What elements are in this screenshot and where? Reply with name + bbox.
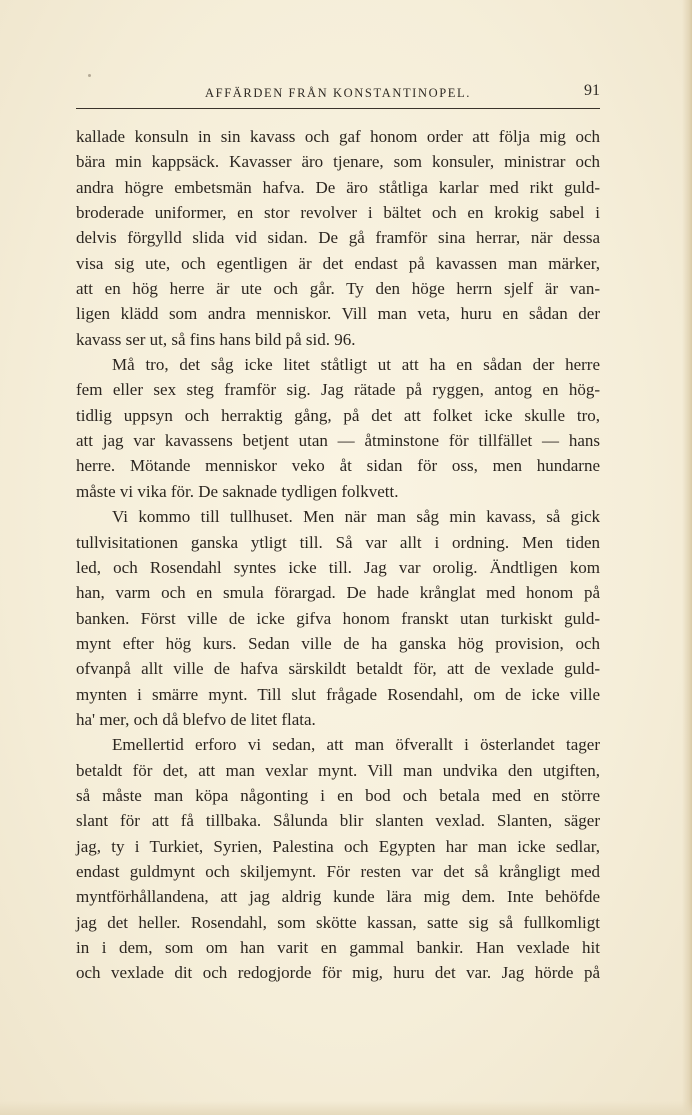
text-line: kavass ser ut, så fins hans bild på sid. 96. xyxy=(76,329,356,349)
page-edge-right xyxy=(682,0,692,1115)
text-line: Emellertid erforo vi sedan, att man öfverallt i österlandet tager xyxy=(112,735,600,755)
body-text xyxy=(76,124,600,986)
text-line: herre. Mötande menniskor veko åt sidan för oss, men hundarne xyxy=(76,456,600,476)
text-line: jag det heller. Rosendahl, som skötte kassan, satte sig så fullkomligt xyxy=(76,912,600,932)
page-number: 91 xyxy=(584,82,600,99)
text-line: Vi kommo till tullhuset. Men när man såg min kavass, så gick xyxy=(112,507,600,527)
text-line: visa sig ute, och egentligen är det endast på kavassen man märker, xyxy=(76,253,600,273)
text-line: tidlig uppsyn och herraktig gång, på det att folket icke skulle tro, xyxy=(76,405,600,425)
running-title: AFFÄRDEN FRÅN KONSTANTINOPEL. xyxy=(205,86,471,100)
text-line: att jag var kavassens betjent utan — åtminstone för tillfället — hans xyxy=(76,431,600,451)
text-line: tullvisitationen ganska ytligt till. Så var allt i ordning. Men tiden xyxy=(76,532,600,552)
text-line: jag, ty i Turkiet, Syrien, Palestina och Egypten har man icke sedlar, xyxy=(76,836,600,856)
text-line: banken. Först ville de icke gifva honom franskt utan turkiskt guld- xyxy=(76,608,600,628)
text-line: kallade konsuln in sin kavass och gaf honom order att följa mig och xyxy=(76,127,600,146)
text-line: myntförhållandena, att jag aldrig kunde lära mig dem. Inte behöfde xyxy=(76,887,600,907)
paper-speck xyxy=(88,74,91,77)
text-line: betaldt för det, att man vexlar mynt. Vill man undvika den utgiften, xyxy=(76,760,600,780)
page-edge-bottom xyxy=(0,1101,692,1115)
text-line: led, och Rosendahl syntes icke till. Jag var orolig. Ändtligen kom xyxy=(76,557,600,577)
text-line: bära min kappsäck. Kavasser äro tjenare, som konsuler, ministrar och xyxy=(76,152,600,172)
page-header xyxy=(76,78,600,109)
text-line: han, varm och en smula förargad. De hade krånglat med honom på xyxy=(76,583,600,603)
text-line: mynt efter hög kurs. Sedan ville de ha ganska hög provision, och xyxy=(76,633,600,653)
text-line: in i dem, som om han varit en gammal bankir. Han vexlade hit xyxy=(76,938,600,957)
text-line: ha' mer, och då blefvo de litet flata. xyxy=(76,709,316,729)
text-line: och vexlade dit och redogjorde för mig, huru det var. Jag hörde på xyxy=(76,963,600,983)
text-line: att en hög herre är ute och går. Ty den höge herrn sjelf är van- xyxy=(76,279,600,299)
text-line: Må tro, det såg icke litet ståtligt ut att ha en sådan der herre xyxy=(112,355,600,375)
text-line: fem eller sex steg framför sig. Jag rätade på ryggen, antog en hög- xyxy=(76,380,600,400)
text-line: slant för att få tillbaka. Sålunda blir slanten vexlad. Slanten, säger xyxy=(76,811,600,831)
text-line: broderade uniformer, en stor revolver i bältet och en krokig sabel i xyxy=(76,203,600,223)
text-line: delvis förgylld slida vid sidan. De gå framför sina herrar, när dessa xyxy=(76,228,600,248)
text-line: endast guldmynt och skiljemynt. För resten var det så krångligt med xyxy=(76,861,600,881)
text-line: ofvanpå allt ville de hafva särskildt betaldt för, att de vexlade guld- xyxy=(76,659,600,679)
text-line: så måste man köpa någonting i en bod och betala med en större xyxy=(76,785,600,805)
text-line: mynten i smärre mynt. Till slut frågade Rosendahl, om de icke ville xyxy=(76,684,600,704)
text-line: måste vi vika för. De saknade tydligen folkvett. xyxy=(76,481,399,501)
text-line: ligen klädd som andra menniskor. Vill man veta, huru en sådan der xyxy=(76,304,600,324)
text-line: andra högre embetsmän hafva. De äro ståtliga karlar med rikt guld- xyxy=(76,177,600,197)
